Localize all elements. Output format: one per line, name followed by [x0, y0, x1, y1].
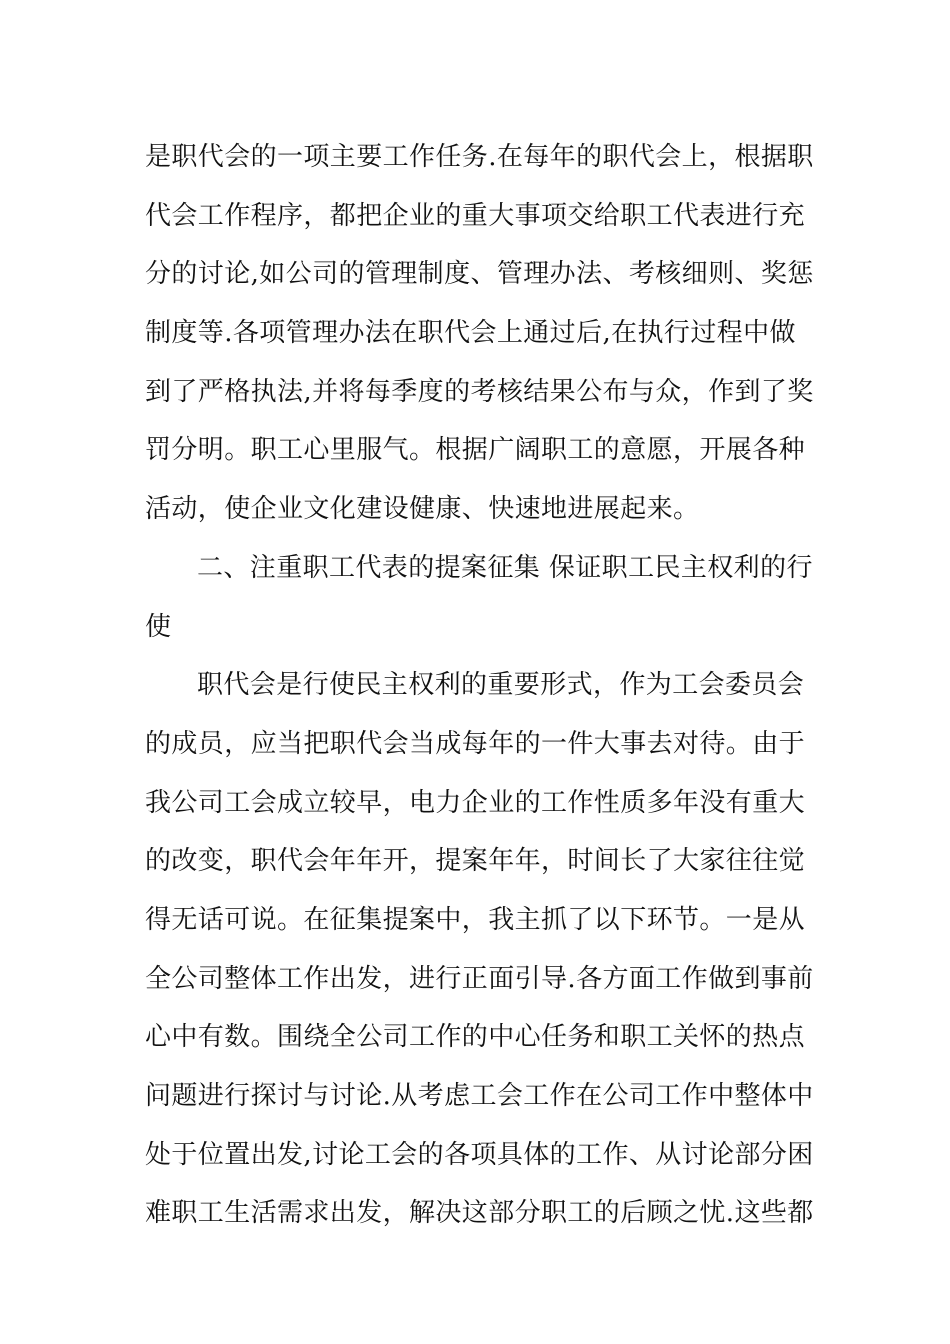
text-line: 代会工作程序，都把企业的重大事项交给职工代表进行充	[145, 200, 806, 231]
text-line: 职代会是行使民主权利的重要形式，作为工会委员会	[197, 670, 805, 701]
text-line: 全公司整体工作出发，进行正面引导.各方面工作做到事前	[145, 963, 814, 994]
document-body	[145, 128, 814, 1243]
text-line: 我公司工会成立较早，电力企业的工作性质多年没有重大	[145, 787, 806, 818]
text-line: 心中有数。围绕全公司工作的中心任务和职工关怀的热点	[145, 1022, 806, 1053]
text-line: 罚分明。职工心里服气。根据广阔职工的意愿，开展各种	[145, 435, 806, 466]
text-line: 的改变，职代会年年开，提案年年，时间长了大家往往觉	[145, 846, 806, 877]
text-line: 处于位置出发,讨论工会的各项具体的工作、从讨论部分困	[145, 1139, 814, 1170]
text-line: 是职代会的一项主要工作任务.在每年的职代会上，根据职	[145, 142, 814, 172]
text-line: 到了严格执法,并将每季度的考核结果公布与众，作到了奖	[145, 376, 814, 407]
text-line: 得无话可说。在征集提案中，我主抓了以下环节。一是从	[145, 904, 806, 935]
text-line: 难职工生活需求出发，解决这部分职工的后顾之忧.这些都	[145, 1198, 814, 1229]
text-line: 问题进行探讨与讨论.从考虑工会工作在公司工作中整体中	[145, 1081, 814, 1111]
text-line: 使	[145, 611, 172, 642]
text-line: 活动，使企业文化建设健康、快速地进展起来。	[145, 494, 700, 525]
text-line: 分的讨论,如公司的管理制度、管理办法、考核细则、奖惩	[145, 259, 814, 290]
text-line: 的成员，应当把职代会当成每年的一件大事去对待。由于	[145, 728, 806, 759]
text-line: 二、注重职工代表的提案征集 保证职工民主权利的行	[197, 552, 813, 583]
text-line: 制度等.各项管理办法在职代会上通过后,在执行过程中做	[145, 318, 796, 349]
